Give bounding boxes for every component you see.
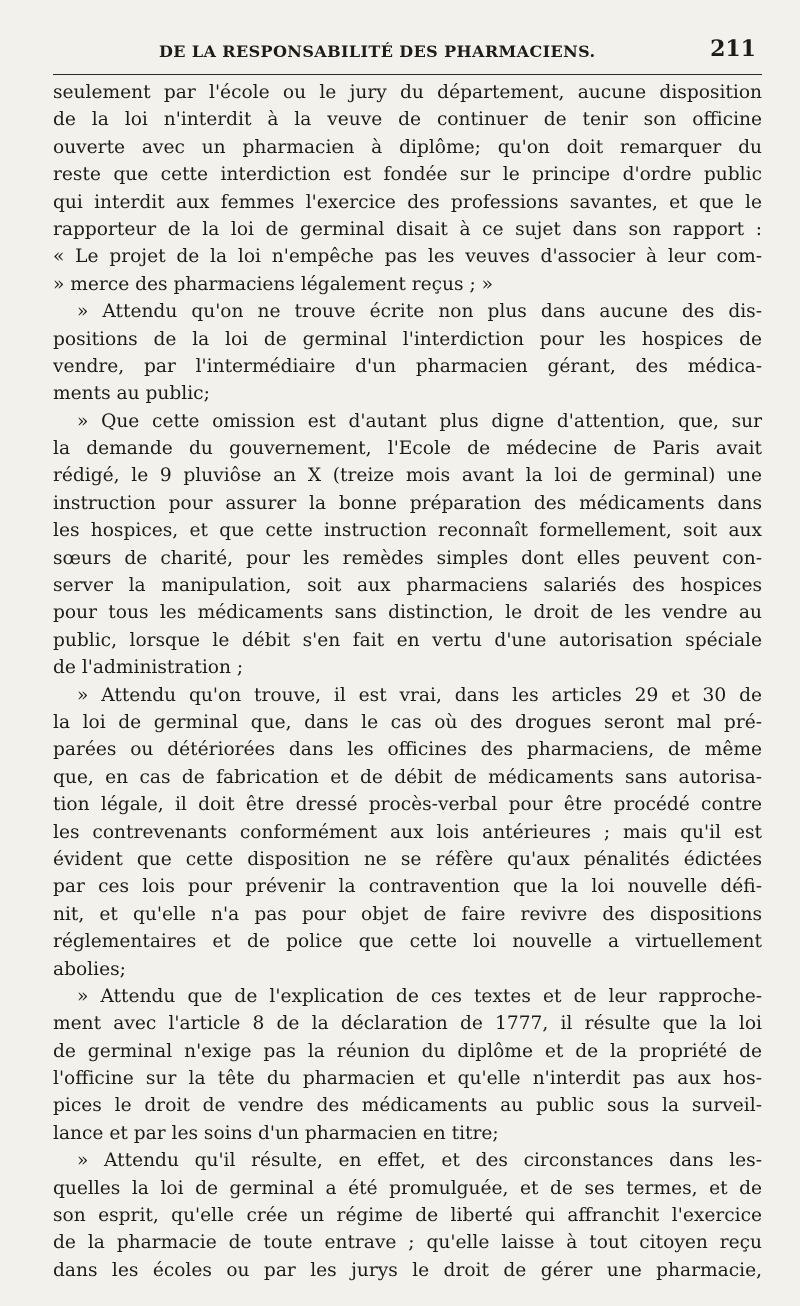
text-line: « Le projet de la loi n'empêche pas les veuves d'associer à leur com- xyxy=(53,246,762,268)
text-line: abolies; xyxy=(53,958,126,980)
text-line: pour tous les médicaments sans distinction, le droit de les vendre au xyxy=(53,602,762,624)
text-line: son esprit, qu'elle crée un régime de liberté qui affranchit l'exercice xyxy=(53,1205,762,1227)
text-line: » Que cette omission est d'autant plus digne d'attention, que, sur xyxy=(77,410,762,432)
text-line: de la loi n'interdit à la veuve de continuer de tenir son officine xyxy=(53,109,762,131)
text-line: public, lorsque le débit s'en fait en vertu d'une autorisation spéciale xyxy=(53,629,762,651)
running-title: DE LA RESPONSABILITÉ DES PHARMACIENS. xyxy=(159,42,596,61)
text-line: ment avec l'article 8 de la déclaration de 1777, il résulte que la loi xyxy=(53,1013,762,1035)
text-line: » Attendu qu'il résulte, en effet, et des circonstances dans les- xyxy=(77,1150,762,1172)
text-line: vendre, par l'intermédiaire d'un pharmacien gérant, des médica- xyxy=(53,355,762,377)
text-line: de germinal n'exige pas la réunion du diplôme et de la propriété de xyxy=(53,1040,762,1062)
text-line: server la manipulation, soit aux pharmaciens salariés des hospices xyxy=(53,575,762,597)
text-line: rapporteur de la loi de germinal disait à ce sujet dans son rapport : xyxy=(53,218,762,240)
page-number: 211 xyxy=(710,36,756,62)
text-line: de l'administration ; xyxy=(53,657,244,679)
body-text xyxy=(53,79,762,1284)
text-line: ments au public; xyxy=(53,383,210,405)
text-line: lance et par les soins d'un pharmacien en titre; xyxy=(53,1122,499,1144)
text-line: seulement par l'école ou le jury du département, aucune disposition xyxy=(53,82,762,103)
text-line: nit, et qu'elle n'a pas pour objet de faire revivre des dispositions xyxy=(53,903,762,925)
text-line: positions de la loi de germinal l'interdiction pour les hospices de xyxy=(53,328,762,350)
text-line: instruction pour assurer la bonne préparation des médicaments dans xyxy=(53,492,762,514)
text-line: » Attendu qu'on ne trouve écrite non plus dans aucune des dis- xyxy=(77,301,762,323)
text-line: ouverte avec un pharmacien à diplôme; qu'on doit remarquer du xyxy=(53,136,762,158)
text-line: les hospices, et que cette instruction reconnaît formellement, soit aux xyxy=(53,520,762,542)
text-line: pices le droit de vendre des médicaments au public sous la surveil- xyxy=(53,1095,762,1117)
text-line: qui interdit aux femmes l'exercice des professions savantes, et que le xyxy=(53,191,762,213)
text-line: » Attendu qu'on trouve, il est vrai, dans les articles 29 et 30 de xyxy=(77,684,762,706)
text-line: reste que cette interdiction est fondée sur le principe d'ordre public xyxy=(53,164,762,186)
text-line: réglementaires et de police que cette loi nouvelle a virtuellement xyxy=(53,931,762,953)
text-line: » merce des pharmaciens légalement reçus ; » xyxy=(53,273,494,295)
text-line: que, en cas de fabrication et de débit de médicaments sans autorisa- xyxy=(53,766,762,788)
text-line: la demande du gouvernement, l'Ecole de médecine de Paris avait xyxy=(53,438,762,460)
text-line: sœurs de charité, pour les remèdes simples dont elles peuvent con- xyxy=(53,547,762,569)
text-line: par ces lois pour prévenir la contravention que la loi nouvelle défi- xyxy=(53,876,762,898)
text-line: l'officine sur la tête du pharmacien et qu'elle n'interdit pas aux hos- xyxy=(53,1068,762,1090)
text-line: les contrevenants conformément aux lois antérieures ; mais qu'il est xyxy=(53,821,762,843)
text-line: tion légale, il doit être dressé procès-verbal pour être procédé contre xyxy=(53,794,762,816)
text-line: parées ou détériorées dans les officines des pharmaciens, de même xyxy=(53,739,762,761)
text-line: » Attendu que de l'explication de ces textes et de leur rapproche- xyxy=(77,985,762,1007)
text-line: de la pharmacie de toute entrave ; qu'elle laisse à tout citoyen reçu xyxy=(53,1232,762,1254)
text-line: évident que cette disposition ne se réfère qu'aux pénalités édictées xyxy=(53,848,762,870)
text-line: dans les écoles ou par les jurys le droit de gérer une pharmacie, xyxy=(53,1259,762,1281)
running-head xyxy=(53,34,762,75)
text-line: la loi de germinal que, dans le cas où des drogues seront mal pré- xyxy=(53,711,762,733)
text-line: quelles la loi de germinal a été promulguée, et de ses termes, et de xyxy=(53,1177,762,1199)
text-line: rédigé, le 9 pluviôse an X (treize mois avant la loi de germinal) une xyxy=(53,465,762,487)
